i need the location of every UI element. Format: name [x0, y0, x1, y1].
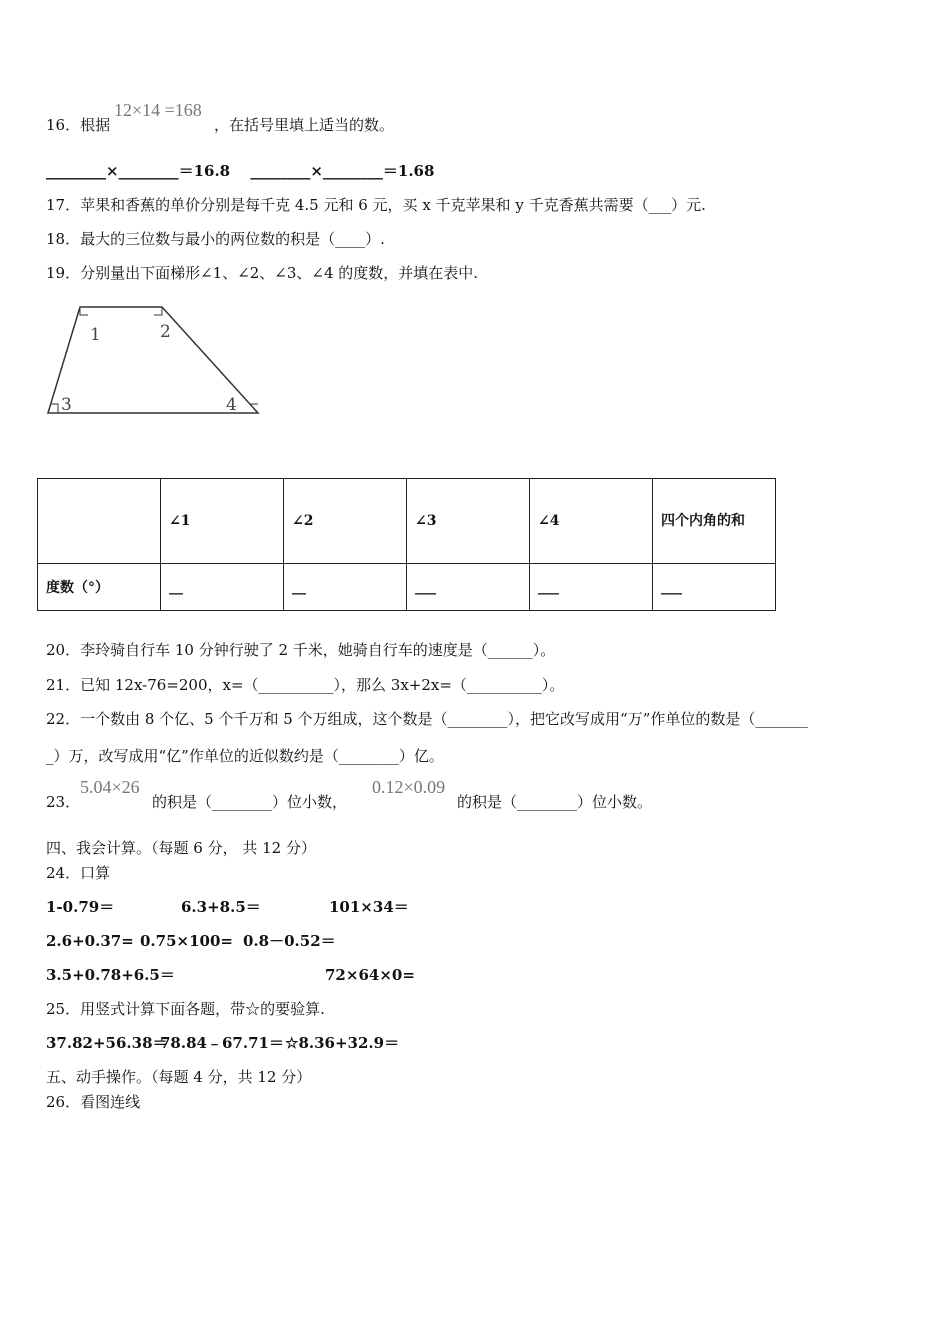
calc-item: 0.8－0.52＝	[243, 932, 336, 950]
answer-cell[interactable]: __	[161, 564, 284, 611]
section-4-heading: 四、我会计算。（每题 6 分， 共 12 分）	[46, 839, 316, 857]
q18: 18．最大的三位数与最小的两位数的积是（____）.	[46, 230, 385, 248]
angle-table	[37, 478, 776, 611]
calc25-item: 78.84﹣67.71＝	[160, 1034, 284, 1052]
angle-label-4: 4	[226, 395, 237, 415]
row-label: 度数（°）	[38, 564, 161, 611]
answer-cell[interactable]: __	[284, 564, 407, 611]
section-5-heading: 五、动手操作。（每题 4 分，共 12 分）	[46, 1068, 312, 1086]
q23-text-2: 的积是（________）位小数。	[457, 793, 653, 811]
calc-item: 72×64×0=	[325, 966, 415, 984]
answer-cell[interactable]: ___	[530, 564, 653, 611]
calc25-item: ☆8.36+32.9＝	[285, 1034, 400, 1052]
q16-formula: 12×14 =168	[114, 100, 202, 120]
q24: 24．口算	[46, 864, 111, 882]
header-angle-1: ∠1	[161, 479, 284, 564]
header-angle-3: ∠3	[407, 479, 530, 564]
q19: 19．分别量出下面梯形∠1、∠2、∠3、∠4 的度数，并填在表中.	[46, 264, 479, 282]
calc-item: 0.75×100=	[140, 932, 233, 950]
calc-item: 101×34＝	[329, 898, 409, 916]
trapezoid-figure	[40, 300, 270, 420]
header-sum: 四个内角的和	[653, 479, 776, 564]
calc-item: 6.3+8.5＝	[181, 898, 261, 916]
q20: 20．李玲骑自行车 10 分钟行驶了 2 千米，她骑自行车的速度是（______）。	[46, 641, 556, 659]
header-angle-2: ∠2	[284, 479, 407, 564]
q23-text-1: 的积是（________）位小数，	[152, 793, 348, 811]
q26: 26．看图连线	[46, 1093, 141, 1111]
q21: 21．已知 12x-76=200，x=（__________），那么 3x+2x=（__________）。	[46, 676, 565, 694]
q16-prefix: 16．根据	[46, 116, 111, 134]
calc-item: 2.6+0.37=	[46, 932, 134, 950]
q23-formula-2: 0.12×0.09	[372, 777, 446, 797]
answer-cell[interactable]: ___	[653, 564, 776, 611]
header-angle-4: ∠4	[530, 479, 653, 564]
q23-number: 23．	[46, 793, 81, 811]
calc-item: 1-0.79＝	[46, 898, 115, 916]
q17: 17．苹果和香蕉的单价分别是每千克 4.5 元和 6 元，买 x 千克苹果和 y 千克香蕉共需要（___）元.	[46, 196, 706, 214]
q16-blanks: ________×________＝16.8 ________×________＝1.68	[46, 162, 435, 180]
angle-label-3: 3	[61, 395, 72, 415]
header-cell	[38, 479, 161, 564]
angle-label-2: 2	[160, 322, 171, 342]
answer-cell[interactable]: ___	[407, 564, 530, 611]
q16-suffix: ，在括号里填上适当的数。	[214, 116, 395, 134]
angle-label-1: 1	[90, 325, 101, 345]
q23-formula-1: 5.04×26	[80, 777, 140, 797]
calc25-item: 37.82+56.38＝	[46, 1034, 168, 1052]
q25: 25．用竖式计算下面各题，带☆的要验算.	[46, 1000, 325, 1018]
q22-line1: 22．一个数由 8 个亿、5 个千万和 5 个万组成，这个数是（________），把它改写成用“万”作单位的数是（_______	[46, 710, 808, 728]
q22-line2: _）万，改写成用“亿”作单位的近似数约是（________）亿。	[46, 747, 444, 765]
calc-item: 3.5+0.78+6.5＝	[46, 966, 175, 984]
